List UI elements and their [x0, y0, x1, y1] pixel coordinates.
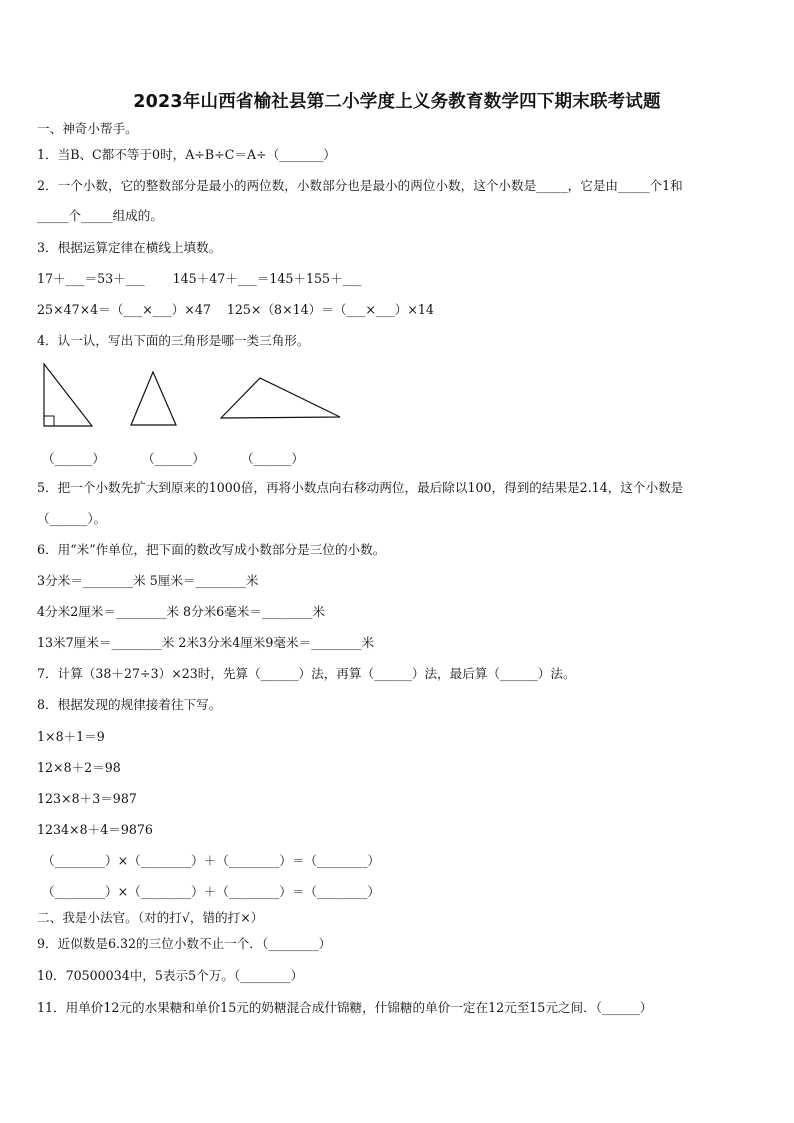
question-6-row-2: 4分米2厘米＝________米 8分米6毫米＝________米: [37, 604, 325, 619]
question-3-row-1: 17＋___＝53＋___ 145＋47＋___＝145＋155＋___: [37, 271, 362, 286]
obtuse-triangle-figure: [218, 375, 344, 421]
question-2-line-2: _____个_____组成的。: [37, 208, 163, 223]
page-title: 2023年山西省榆社县第二小学度上义务教育数学四下期末联考试题: [133, 92, 661, 112]
question-7: 7．计算（38＋27÷3）×23时，先算（______）法，再算（______）法，最后算（______）法。: [37, 666, 576, 681]
question-8: 8．根据发现的规律接着往下写。: [37, 697, 222, 712]
triangle-3-blank: （______）: [241, 451, 304, 466]
question-10: 10．70500034中，5表示5个万。（________）: [37, 968, 304, 983]
question-6: 6．用“米”作单位，把下面的数改写成小数部分是三位的小数。: [37, 542, 386, 557]
question-5-line-1: 5．把一个小数先扩大到原来的1000倍，再将小数点向右移动两位，最后除以100，得到的结果是2.14，这个小数是: [37, 480, 684, 495]
pattern-blank-line-2: （________）×（________）＋（________）＝（________）: [42, 884, 380, 899]
question-3: 3．根据运算定律在横线上填数。: [37, 240, 222, 255]
right-triangle-figure: [40, 362, 100, 430]
pattern-line-1: 1×8＋1＝9: [37, 729, 105, 744]
question-9: 9．近似数是6.32的三位小数不止一个．（________）: [37, 936, 332, 951]
question-6-row-3: 13米7厘米＝________米 2米3分米4厘米9毫米＝________米: [37, 635, 375, 650]
pattern-line-2: 12×8＋2＝98: [37, 760, 121, 775]
pattern-line-4: 1234×8＋4＝9876: [37, 822, 153, 837]
section-heading-1: 一、神奇小帮手。: [37, 121, 138, 136]
question-6-row-1: 3分米＝________米 5厘米＝________米: [37, 573, 259, 588]
question-11: 11．用单价12元的水果糖和单价15元的奶糖混合成什锦糖，什锦糖的单价一定在12元至15元之间．（______）: [37, 1000, 653, 1015]
triangle-2-blank: （______）: [142, 451, 205, 466]
question-2-line-1: 2．一个小数，它的整数部分是最小的两位数，小数部分也是最小的两位小数，这个小数是_____，它是由_____个1和: [37, 178, 683, 193]
question-1: 1．当B、C都不等于0时，A÷B÷C＝A÷（_______）: [37, 147, 336, 162]
pattern-line-3: 123×8＋3＝987: [37, 791, 137, 806]
section-heading-2: 二、我是小法官。（对的打√，错的打×）: [37, 910, 264, 925]
question-5-line-2: （______）。: [37, 511, 107, 526]
question-4: 4．认一认，写出下面的三角形是哪一类三角形。: [37, 333, 310, 348]
question-3-row-2: 25×47×4＝（___×___）×47 125×（8×14）＝（___×___）×14: [37, 302, 434, 317]
pattern-blank-line-1: （________）×（________）＋（________）＝（________）: [42, 853, 380, 868]
acute-triangle-figure: [128, 368, 180, 428]
triangle-1-blank: （______）: [42, 451, 105, 466]
